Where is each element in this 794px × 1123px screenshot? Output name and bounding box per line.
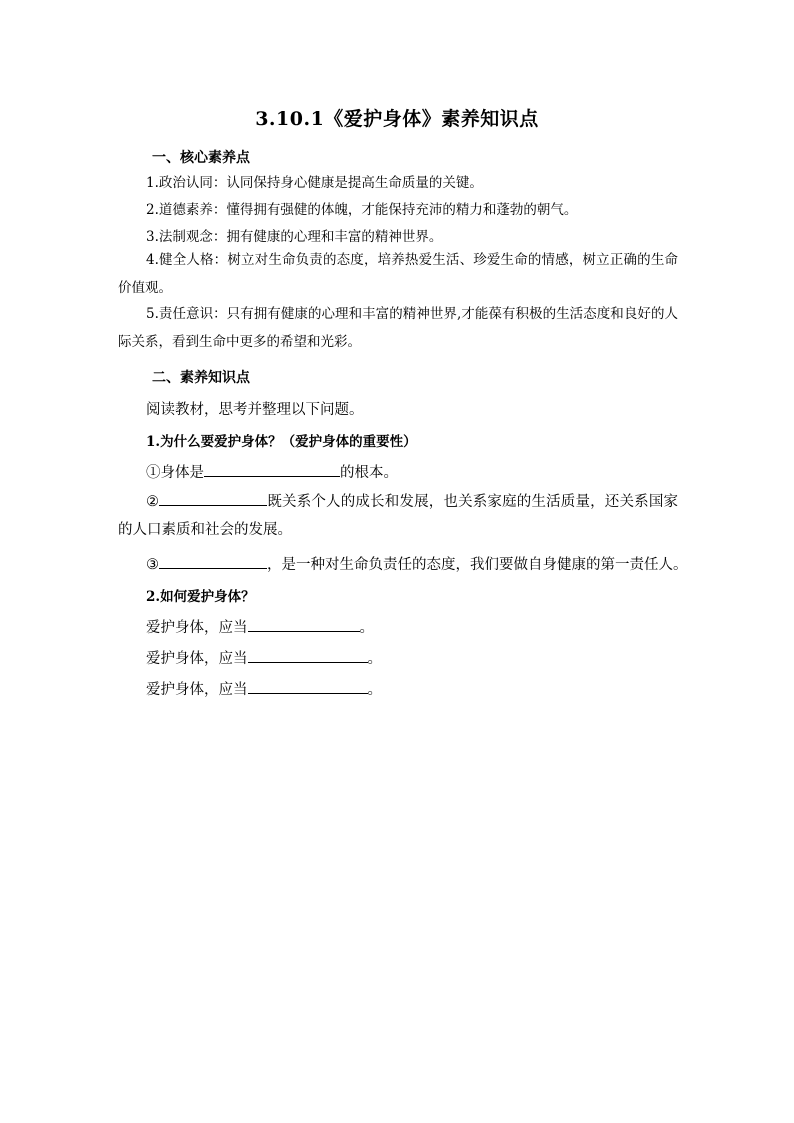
answer-q2-1-blank[interactable] xyxy=(248,617,360,632)
core-item-5: 5.责任意识：只有拥有健康的心理和丰富的精神世界,才能葆有积极的生活态度和良好的人际关系，看到生命中更多的希望和光彩。 xyxy=(118,306,678,350)
answer-1-line xyxy=(146,461,398,482)
answer-q2-3-blank[interactable] xyxy=(248,679,368,694)
answer-1-blank[interactable] xyxy=(204,462,340,477)
page-title: 3.10.1《爱护身体》素养知识点 xyxy=(255,108,539,130)
answer-3-suffix: ，是一种对生命负责任的态度，我们要做自身健康的第一责任人。 xyxy=(267,557,688,573)
answer-q2-line-2 xyxy=(146,647,382,668)
answer-2-blank[interactable] xyxy=(159,491,267,506)
answer-q2-1-prefix: 爱护身体，应当 xyxy=(146,620,248,636)
core-item-4: 4.健全人格：树立对生命负责的态度，培养热爱生活、珍爱生命的情感，树立正确的生命价值观。 xyxy=(118,252,678,296)
reading-instruction: 阅读教材，思考并整理以下问题。 xyxy=(146,402,364,418)
answer-q2-3-prefix: 爱护身体，应当 xyxy=(146,682,248,698)
core-item-1: 1.政治认同：认同保持身心健康是提高生命质量的关键。 xyxy=(146,175,483,191)
answer-q2-line-3 xyxy=(146,678,382,699)
core-item-3: 3.法制观念：拥有健康的心理和丰富的精神世界。 xyxy=(146,229,443,245)
answer-q2-1-suffix: 。 xyxy=(359,620,374,636)
answer-2-suffix: 既关系个人的成长和发展，也关系家庭的生活质量，还关系国家的人口素质和社会的发展。 xyxy=(118,494,678,538)
section-heading-core-literacy: 一、核心素养点 xyxy=(152,150,250,166)
question-1-heading: 1.为什么要爱护身体？（爱护身体的重要性） xyxy=(146,434,417,450)
answer-q2-2-prefix: 爱护身体，应当 xyxy=(146,651,248,667)
answer-q2-3-suffix: 。 xyxy=(367,682,382,698)
core-item-2: 2.道德素养：懂得拥有强健的体魄，才能保持充沛的精力和蓬勃的朝气。 xyxy=(146,202,578,218)
answer-3-blank[interactable] xyxy=(159,554,267,569)
answer-1-suffix: 的根本。 xyxy=(340,465,398,481)
answer-3-prefix: ③ xyxy=(146,557,159,573)
answer-q2-line-1 xyxy=(146,616,374,637)
answer-2-prefix: ② xyxy=(146,494,160,510)
answer-2-paragraph xyxy=(118,488,678,544)
section-heading-knowledge-points: 二、素养知识点 xyxy=(152,370,250,386)
answer-q2-2-suffix: 。 xyxy=(367,651,382,667)
answer-1-prefix: ①身体是 xyxy=(146,465,204,481)
answer-q2-2-blank[interactable] xyxy=(248,648,368,663)
question-2-heading: 2.如何爱护身体？ xyxy=(146,589,255,605)
answer-3-line xyxy=(146,553,688,574)
